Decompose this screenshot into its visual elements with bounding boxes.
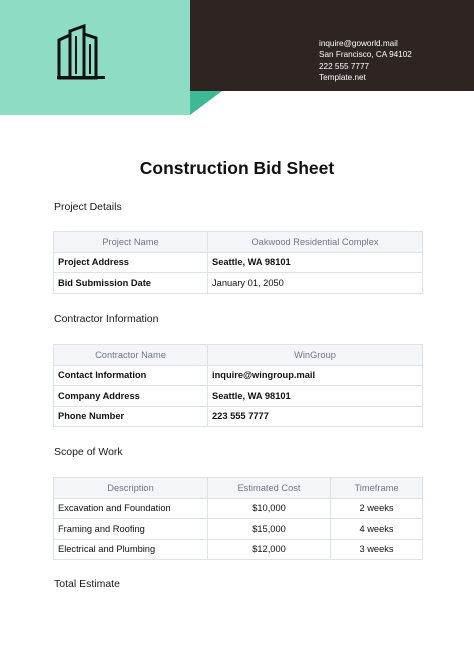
buildings-icon — [56, 24, 106, 80]
scope-cost: $10,000 — [208, 498, 331, 519]
scope-cost: $12,000 — [208, 539, 331, 560]
contact-info-value: inquire@wingroup.mail — [208, 365, 423, 386]
col-estimated-cost: Estimated Cost — [208, 478, 331, 499]
scope-timeframe: 4 weeks — [331, 519, 423, 540]
project-address-label: Project Address — [54, 252, 208, 273]
scope-description: Framing and Roofing — [54, 519, 208, 540]
contact-info-label: Contact Information — [54, 365, 208, 386]
table-row — [54, 365, 423, 386]
bid-date-label: Bid Submission Date — [54, 273, 208, 294]
scope-description: Electrical and Plumbing — [54, 539, 208, 560]
scope-table — [53, 477, 423, 560]
company-address-value: Seattle, WA 98101 — [208, 386, 423, 407]
company-address-label: Company Address — [54, 386, 208, 407]
scope-timeframe: 2 weeks — [331, 498, 423, 519]
scope-timeframe: 3 weeks — [331, 539, 423, 560]
project-details-heading: Project Details — [54, 201, 122, 213]
contact-phone: 222 555 7777 — [319, 61, 370, 71]
table-row — [54, 345, 423, 366]
contractor-heading: Contractor Information — [54, 313, 159, 325]
table-row — [54, 406, 423, 427]
scope-description: Excavation and Foundation — [54, 498, 208, 519]
contact-block — [319, 38, 412, 83]
bid-date-value: January 01, 2050 — [208, 273, 423, 294]
contact-address: San Francisco, CA 94102 — [319, 50, 412, 60]
col-description: Description — [54, 478, 208, 499]
phone-number-value: 223 555 7777 — [208, 406, 423, 427]
contractor-name-value: WinGroup — [208, 345, 423, 366]
project-address-value: Seattle, WA 98101 — [208, 252, 423, 273]
contractor-table — [53, 344, 423, 427]
total-estimate-heading: Total Estimate — [54, 578, 120, 590]
table-row — [54, 273, 423, 294]
contractor-name-label: Contractor Name — [54, 345, 208, 366]
table-row — [54, 386, 423, 407]
scope-heading: Scope of Work — [54, 446, 123, 458]
project-name-value: Oakwood Residential Complex — [208, 232, 423, 253]
contact-site[interactable]: Template.net — [319, 72, 366, 82]
header-accent-triangle — [190, 91, 222, 115]
phone-number-label: Phone Number — [54, 406, 208, 427]
scope-cost: $15,000 — [208, 519, 331, 540]
page-title: Construction Bid Sheet — [139, 158, 335, 178]
table-row — [54, 252, 423, 273]
project-name-label: Project Name — [54, 232, 208, 253]
table-header-row — [54, 478, 423, 499]
col-timeframe: Timeframe — [331, 478, 423, 499]
table-row — [54, 232, 423, 253]
table-row — [54, 539, 423, 560]
table-row — [54, 519, 423, 540]
contact-email[interactable]: inquire@goworld.mail — [319, 39, 398, 48]
project-details-table — [53, 231, 423, 294]
table-row — [54, 498, 423, 519]
